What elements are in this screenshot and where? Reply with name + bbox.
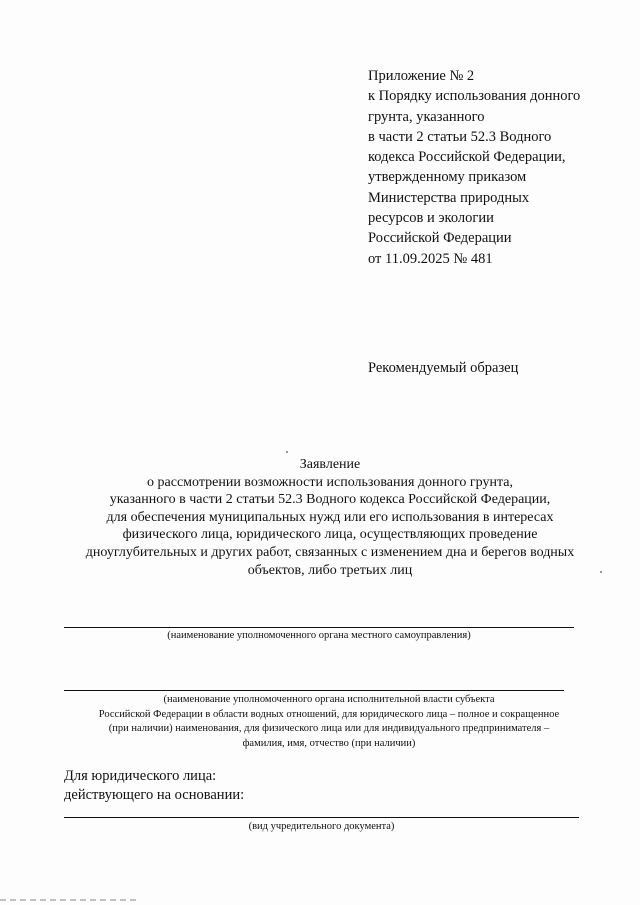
scan-edge-noise <box>0 899 140 901</box>
legal-entity-section <box>64 767 244 804</box>
caption-line: фамилия, имя, отчество (при наличии) <box>242 737 416 749</box>
municipal-body-field[interactable] <box>64 627 574 628</box>
applicant-name-caption <box>40 693 618 751</box>
statement-line: о рассмотрении возможности использования донного грунта, <box>147 474 513 490</box>
statement-title: Заявление <box>299 457 361 472</box>
acting-basis-label: действующего на основании: <box>64 786 245 803</box>
appendix-line: кодекса Российской Федерации, <box>368 149 566 166</box>
founding-document-caption: (вид учредительного документа) <box>248 821 395 832</box>
statement-line: указанного в части 2 статьи 52.3 Водного кодекса Российской Федерации, <box>109 492 551 508</box>
founding-document-field[interactable] <box>64 817 579 818</box>
appendix-line: Министерства природных <box>368 189 530 206</box>
municipal-body-caption: (наименование уполномоченного органа местного самоуправления) <box>167 630 471 641</box>
appendix-line: грунта, указанного <box>368 108 485 125</box>
caption-line: Российской Федерации в области водных отношений, для юридического лица – полное и сокращенное <box>98 708 560 720</box>
statement-line: для обеспечения муниципальных нужд или его использования в интересах <box>106 509 554 525</box>
statement-line: объектов, либо третьих лиц <box>247 562 413 578</box>
appendix-line: к Порядку использования донного <box>368 88 581 105</box>
statement-title-block <box>40 456 620 579</box>
appendix-line: ресурсов и экологии <box>368 210 494 227</box>
scan-speck <box>286 451 288 453</box>
legal-entity-label: Для юридического лица: <box>64 768 217 784</box>
appendix-line: утвержденному приказом <box>368 169 527 186</box>
appendix-line: в части 2 статьи 52.3 Водного <box>368 128 552 145</box>
statement-line: физического лица, юридического лица, осуществляющих проведение <box>122 527 538 543</box>
appendix-line: Российской Федерации <box>368 230 512 247</box>
recommended-sample-label: Рекомендуемый образец <box>368 360 519 376</box>
caption-line: (при наличии) наименования, для физического лица или для индивидуального предпринимателя – <box>108 723 550 734</box>
appendix-header <box>368 66 618 269</box>
statement-line: дноуглубительных и других работ, связанных с изменением дна и берегов водных <box>85 544 575 560</box>
appendix-line: Приложение № 2 <box>368 68 475 84</box>
appendix-line: от 11.09.2025 № 481 <box>368 250 493 267</box>
caption-line: (наименование уполномоченного органа исполнительной власти субъекта <box>163 694 495 705</box>
applicant-name-field[interactable] <box>64 690 564 691</box>
